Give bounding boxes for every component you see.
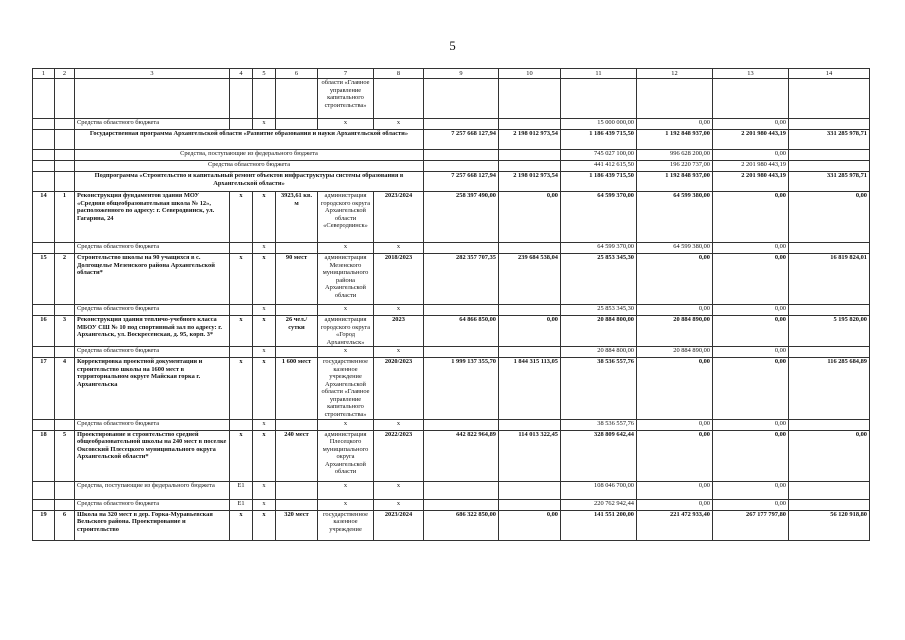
table-cell — [789, 347, 870, 358]
table-cell — [789, 150, 870, 161]
table-cell — [424, 79, 499, 119]
item-number: 3 — [55, 316, 75, 347]
table-cell — [55, 79, 75, 119]
amount-cell: 116 285 684,89 — [789, 358, 870, 419]
project-name: Школа на 320 мест в дер. Горка-Муравьевская Вельского района. Проектирование и строительство — [75, 510, 230, 540]
funding-source-label: Средства, поступающие из федерального бюджета — [75, 150, 424, 161]
table-cell — [33, 499, 55, 510]
project-name: Корректировка проектной документации и строительство школы на 1600 мест в территориальном округе Майская горка г. Архангельска — [75, 358, 230, 419]
amount-cell: 64 599 370,00 — [561, 192, 637, 243]
table-cell: х — [253, 316, 276, 347]
table-cell: х — [253, 430, 276, 481]
item-number: 6 — [55, 510, 75, 540]
table-cell: х — [230, 192, 253, 243]
table-cell — [33, 79, 55, 119]
amount-cell: 20 884 800,00 — [561, 316, 637, 347]
table-cell — [55, 119, 75, 130]
table-cell: х — [318, 243, 374, 254]
project-name: Реконструкция фундаментов здания МОУ «Средняя общеобразовательная школа № 12», расположенного по адресу: г. Северодвинск, ул. Гагарина, 24 — [75, 192, 230, 243]
amount-cell: 0,00 — [637, 119, 713, 130]
table-cell — [230, 243, 253, 254]
table-cell — [55, 499, 75, 510]
table-cell — [276, 481, 318, 499]
amount-cell: 25 853 345,30 — [561, 305, 637, 316]
table-cell — [55, 150, 75, 161]
amount-cell: 2 201 980 443,19 — [713, 161, 789, 172]
table-cell: х — [253, 481, 276, 499]
amount-cell: 0,00 — [499, 510, 561, 540]
table-cell — [33, 130, 55, 150]
funding-source-row — [33, 347, 870, 358]
table-cell: х — [374, 419, 424, 430]
amount-cell: 0,00 — [713, 243, 789, 254]
table-cell — [789, 161, 870, 172]
project-row — [33, 510, 870, 540]
table-cell — [55, 161, 75, 172]
amount-cell: 56 120 918,80 — [789, 510, 870, 540]
table-cell — [424, 305, 499, 316]
period-cell: 2023/2024 — [374, 192, 424, 243]
table-cell — [33, 172, 55, 192]
table-cell — [789, 305, 870, 316]
amount-cell: 0,00 — [713, 419, 789, 430]
table-cell — [75, 79, 230, 119]
column-number-header: 1 — [33, 69, 55, 79]
table-cell: х — [374, 481, 424, 499]
amount-cell: 2 201 980 443,19 — [713, 172, 789, 192]
table-cell: х — [253, 254, 276, 305]
amount-cell: 114 013 322,45 — [499, 430, 561, 481]
table-cell — [55, 243, 75, 254]
table-cell: х — [374, 347, 424, 358]
table-cell: х — [230, 358, 253, 419]
responsible-org: администрация Плесецкого муниципального округа Архангельской области — [318, 430, 374, 481]
project-name: Проектирование и строительство средней общеобразовательной школы на 240 мест в поселке Оксовский Плесецкого муниципального округа Архангельской области* — [75, 430, 230, 481]
amount-cell: 267 177 797,80 — [713, 510, 789, 540]
funding-source-label: Средства областного бюджета — [75, 243, 230, 254]
table-cell — [55, 130, 75, 150]
responsible-org: администрация Мезенского муниципального района Архангельской области — [318, 254, 374, 305]
amount-cell: 1 186 439 715,50 — [561, 172, 637, 192]
table-cell — [276, 419, 318, 430]
amount-cell: 5 195 820,00 — [789, 316, 870, 347]
amount-cell: 20 884 800,00 — [561, 347, 637, 358]
table-cell — [230, 79, 253, 119]
project-row — [33, 316, 870, 347]
table-cell — [424, 150, 499, 161]
amount-cell: 1 192 848 937,00 — [637, 130, 713, 150]
table-cell — [424, 419, 499, 430]
table-cell — [424, 161, 499, 172]
item-number: 4 — [55, 358, 75, 419]
column-number-header: 6 — [276, 69, 318, 79]
capacity-cell: 240 мест — [276, 430, 318, 481]
table-cell — [276, 347, 318, 358]
amount-cell: 15 000 000,00 — [561, 119, 637, 130]
table-cell: х — [318, 305, 374, 316]
table-cell — [230, 119, 253, 130]
table-cell — [230, 305, 253, 316]
amount-cell: 0,00 — [713, 499, 789, 510]
table-cell: х — [253, 510, 276, 540]
table-cell — [499, 119, 561, 130]
table-cell — [424, 119, 499, 130]
table-cell: х — [253, 499, 276, 510]
row-number: 15 — [33, 254, 55, 305]
amount-cell: 0,00 — [499, 192, 561, 243]
amount-cell: 141 551 200,00 — [561, 510, 637, 540]
amount-cell: 0,00 — [713, 119, 789, 130]
table-cell: х — [230, 254, 253, 305]
table-cell — [230, 419, 253, 430]
table-cell: х — [253, 347, 276, 358]
amount-cell: 196 220 737,00 — [637, 161, 713, 172]
table-cell — [789, 119, 870, 130]
item-number: 2 — [55, 254, 75, 305]
funding-source-row — [33, 499, 870, 510]
amount-cell: 0,00 — [637, 430, 713, 481]
table-cell: х — [253, 358, 276, 419]
amount-cell: 239 684 538,04 — [499, 254, 561, 305]
amount-cell: 331 285 978,71 — [789, 130, 870, 150]
table-cell — [55, 172, 75, 192]
table-cell — [276, 305, 318, 316]
item-number: 1 — [55, 192, 75, 243]
amount-cell: 0,00 — [713, 316, 789, 347]
column-number-header: 14 — [789, 69, 870, 79]
table-cell — [33, 161, 55, 172]
column-number-header: 3 — [75, 69, 230, 79]
table-cell — [789, 419, 870, 430]
amount-cell: 0,00 — [713, 430, 789, 481]
amount-cell: 996 628 200,00 — [637, 150, 713, 161]
table-cell — [789, 79, 870, 119]
amount-cell: 0,00 — [499, 316, 561, 347]
amount-cell: 64 599 380,00 — [637, 192, 713, 243]
period-cell: 2022/2023 — [374, 430, 424, 481]
column-number-header: 12 — [637, 69, 713, 79]
amount-cell: 16 819 824,01 — [789, 254, 870, 305]
row-number: 19 — [33, 510, 55, 540]
table-cell — [230, 347, 253, 358]
amount-cell: 0,00 — [713, 305, 789, 316]
program-title: Подпрограмма «Строительство и капитальный ремонт объектов инфраструктуры системы образования в Архангельской области» — [75, 172, 424, 192]
capacity-cell: 3923,61 кв. м — [276, 192, 318, 243]
amount-cell: 221 472 933,40 — [637, 510, 713, 540]
amount-cell: 20 884 890,00 — [637, 347, 713, 358]
funding-source-row — [33, 481, 870, 499]
amount-cell: 2 198 012 973,54 — [499, 172, 561, 192]
amount-cell: 1 844 315 113,05 — [499, 358, 561, 419]
amount-cell: 0,00 — [713, 192, 789, 243]
table-cell — [276, 499, 318, 510]
table-cell: х — [230, 510, 253, 540]
amount-cell: 25 853 345,30 — [561, 254, 637, 305]
table-cell — [424, 347, 499, 358]
funding-source-row — [33, 305, 870, 316]
project-name: Строительство школы на 90 учащихся в с. Долгощелье Мезенского района Архангельской области* — [75, 254, 230, 305]
amount-cell: 2 198 012 973,54 — [499, 130, 561, 150]
table-cell — [55, 419, 75, 430]
amount-cell: 1 999 137 355,70 — [424, 358, 499, 419]
table-cell: Е1 — [230, 481, 253, 499]
program-total-row — [33, 130, 870, 150]
table-cell — [499, 243, 561, 254]
table-cell — [499, 347, 561, 358]
table-cell: х — [253, 419, 276, 430]
column-number-header: 5 — [253, 69, 276, 79]
table-cell: х — [230, 316, 253, 347]
table-cell: х — [374, 499, 424, 510]
table-cell — [33, 150, 55, 161]
table-cell — [424, 481, 499, 499]
table-cell — [276, 79, 318, 119]
column-number-header: 4 — [230, 69, 253, 79]
project-name: Реконструкция здания тепличо-учебного класса МБОУ СШ № 10 под спортивный зал по адресу: г. Архангельск, ул. Воскресенская, д. 95, корп. 3* — [75, 316, 230, 347]
period-cell: 2020/2023 — [374, 358, 424, 419]
budget-table — [32, 68, 870, 541]
table-cell — [789, 481, 870, 499]
responsible-org: государственное казенное учреждение — [318, 510, 374, 540]
amount-cell: 0,00 — [713, 481, 789, 499]
period-cell: 2023/2024 — [374, 510, 424, 540]
amount-cell: 0,00 — [637, 419, 713, 430]
table-cell — [713, 79, 789, 119]
column-number-header: 11 — [561, 69, 637, 79]
table-cell — [789, 243, 870, 254]
amount-cell: 38 536 557,76 — [561, 419, 637, 430]
table-cell — [276, 243, 318, 254]
amount-cell: 64 599 370,00 — [561, 243, 637, 254]
amount-cell: 282 357 707,35 — [424, 254, 499, 305]
funding-source-row — [33, 243, 870, 254]
amount-cell: 7 257 668 127,94 — [424, 130, 499, 150]
table-header-row — [33, 69, 870, 79]
amount-cell: 745 027 100,00 — [561, 150, 637, 161]
funding-source-label: Средства областного бюджета — [75, 305, 230, 316]
program-source-row — [33, 150, 870, 161]
table-cell — [789, 499, 870, 510]
amount-cell: 0,00 — [713, 254, 789, 305]
table-cell: х — [318, 119, 374, 130]
capacity-cell: 1 600 мест — [276, 358, 318, 419]
table-cell: х — [374, 119, 424, 130]
table-cell: х — [230, 430, 253, 481]
amount-cell: 108 046 700,00 — [561, 481, 637, 499]
table-cell — [33, 119, 55, 130]
project-row — [33, 430, 870, 481]
table-cell — [499, 305, 561, 316]
column-number-header: 7 — [318, 69, 374, 79]
amount-cell: 0,00 — [637, 499, 713, 510]
amount-cell: 38 536 557,76 — [561, 358, 637, 419]
project-row — [33, 358, 870, 419]
amount-cell: 0,00 — [789, 430, 870, 481]
program-title: Государственная программа Архангельской области «Развитие образования и науки Архангельской области» — [75, 130, 424, 150]
table-cell — [424, 499, 499, 510]
table-cell: х — [318, 419, 374, 430]
program-total-row — [33, 172, 870, 192]
program-source-row — [33, 161, 870, 172]
project-row — [33, 254, 870, 305]
funding-source-label: Средства, поступающие из федерального бюджета — [75, 481, 230, 499]
funding-source-label: Средства областного бюджета — [75, 119, 230, 130]
amount-cell: 64 866 850,00 — [424, 316, 499, 347]
amount-cell: 331 285 978,71 — [789, 172, 870, 192]
amount-cell: 0,00 — [637, 305, 713, 316]
table-cell — [499, 481, 561, 499]
project-row — [33, 192, 870, 243]
table-cell — [499, 161, 561, 172]
table-cell: х — [253, 243, 276, 254]
table-cell — [33, 243, 55, 254]
table-cell — [253, 79, 276, 119]
column-number-header: 2 — [55, 69, 75, 79]
table-row-continuation — [33, 79, 870, 119]
table-cell — [499, 150, 561, 161]
amount-cell: 442 822 964,89 — [424, 430, 499, 481]
capacity-cell: 90 мест — [276, 254, 318, 305]
table-cell: х — [253, 192, 276, 243]
period-cell: 2023 — [374, 316, 424, 347]
table-cell: х — [374, 305, 424, 316]
table-cell — [33, 347, 55, 358]
funding-source-label: Средства областного бюджета — [75, 161, 424, 172]
table-cell: х — [318, 499, 374, 510]
column-number-header: 10 — [499, 69, 561, 79]
amount-cell: 0,00 — [713, 150, 789, 161]
table-cell: х — [253, 119, 276, 130]
table-cell: Е1 — [230, 499, 253, 510]
page-number: 5 — [449, 38, 456, 53]
table-cell: х — [374, 243, 424, 254]
table-cell: х — [318, 481, 374, 499]
table-cell — [561, 79, 637, 119]
table-cell — [33, 305, 55, 316]
table-cell — [424, 243, 499, 254]
row-number: 18 — [33, 430, 55, 481]
amount-cell: 7 257 668 127,94 — [424, 172, 499, 192]
table-cell — [276, 119, 318, 130]
row-number: 17 — [33, 358, 55, 419]
responsible-org: администрация городского округа Архангельской области «Северодвинск» — [318, 192, 374, 243]
amount-cell: 441 412 615,50 — [561, 161, 637, 172]
amount-cell: 1 192 848 937,00 — [637, 172, 713, 192]
funding-source-label: Средства областного бюджета — [75, 347, 230, 358]
table-cell — [374, 79, 424, 119]
column-number-header: 9 — [424, 69, 499, 79]
responsible-org: государственное казенное учреждение Архангельской области «Главное управление капитального строительства» — [318, 358, 374, 419]
capacity-cell: 320 мест — [276, 510, 318, 540]
amount-cell: 0,00 — [713, 347, 789, 358]
amount-cell: 1 186 439 715,50 — [561, 130, 637, 150]
table-cell — [55, 481, 75, 499]
table-cell — [55, 347, 75, 358]
amount-cell: 20 884 890,00 — [637, 316, 713, 347]
amount-cell: 328 809 642,44 — [561, 430, 637, 481]
amount-cell: 0,00 — [637, 254, 713, 305]
table-cell — [499, 79, 561, 119]
capacity-cell: 26 чел./сутки — [276, 316, 318, 347]
column-number-header: 8 — [374, 69, 424, 79]
responsible-org: администрация городского округа «Город Архангельск» — [318, 316, 374, 347]
row-number: 16 — [33, 316, 55, 347]
table-cell: х — [318, 347, 374, 358]
table-cell — [55, 305, 75, 316]
amount-cell: 0,00 — [637, 358, 713, 419]
funding-source-row — [33, 119, 870, 130]
item-number: 5 — [55, 430, 75, 481]
table-cell: х — [253, 305, 276, 316]
amount-cell: 0,00 — [637, 481, 713, 499]
table-cell — [33, 419, 55, 430]
amount-cell: 686 322 850,00 — [424, 510, 499, 540]
table-cell — [637, 79, 713, 119]
row-number: 14 — [33, 192, 55, 243]
column-number-header: 13 — [713, 69, 789, 79]
table-cell — [33, 481, 55, 499]
amount-cell: 2 201 980 443,19 — [713, 130, 789, 150]
amount-cell: 220 762 942,44 — [561, 499, 637, 510]
amount-cell: 0,00 — [789, 192, 870, 243]
amount-cell: 258 397 490,00 — [424, 192, 499, 243]
table-cell: области «Главное управление капитального строительства» — [318, 79, 374, 119]
funding-source-label: Средства областного бюджета — [75, 499, 230, 510]
table-cell — [499, 419, 561, 430]
table-cell — [499, 499, 561, 510]
funding-source-row — [33, 419, 870, 430]
amount-cell: 64 599 380,00 — [637, 243, 713, 254]
amount-cell: 0,00 — [713, 358, 789, 419]
period-cell: 2018/2023 — [374, 254, 424, 305]
funding-source-label: Средства областного бюджета — [75, 419, 230, 430]
